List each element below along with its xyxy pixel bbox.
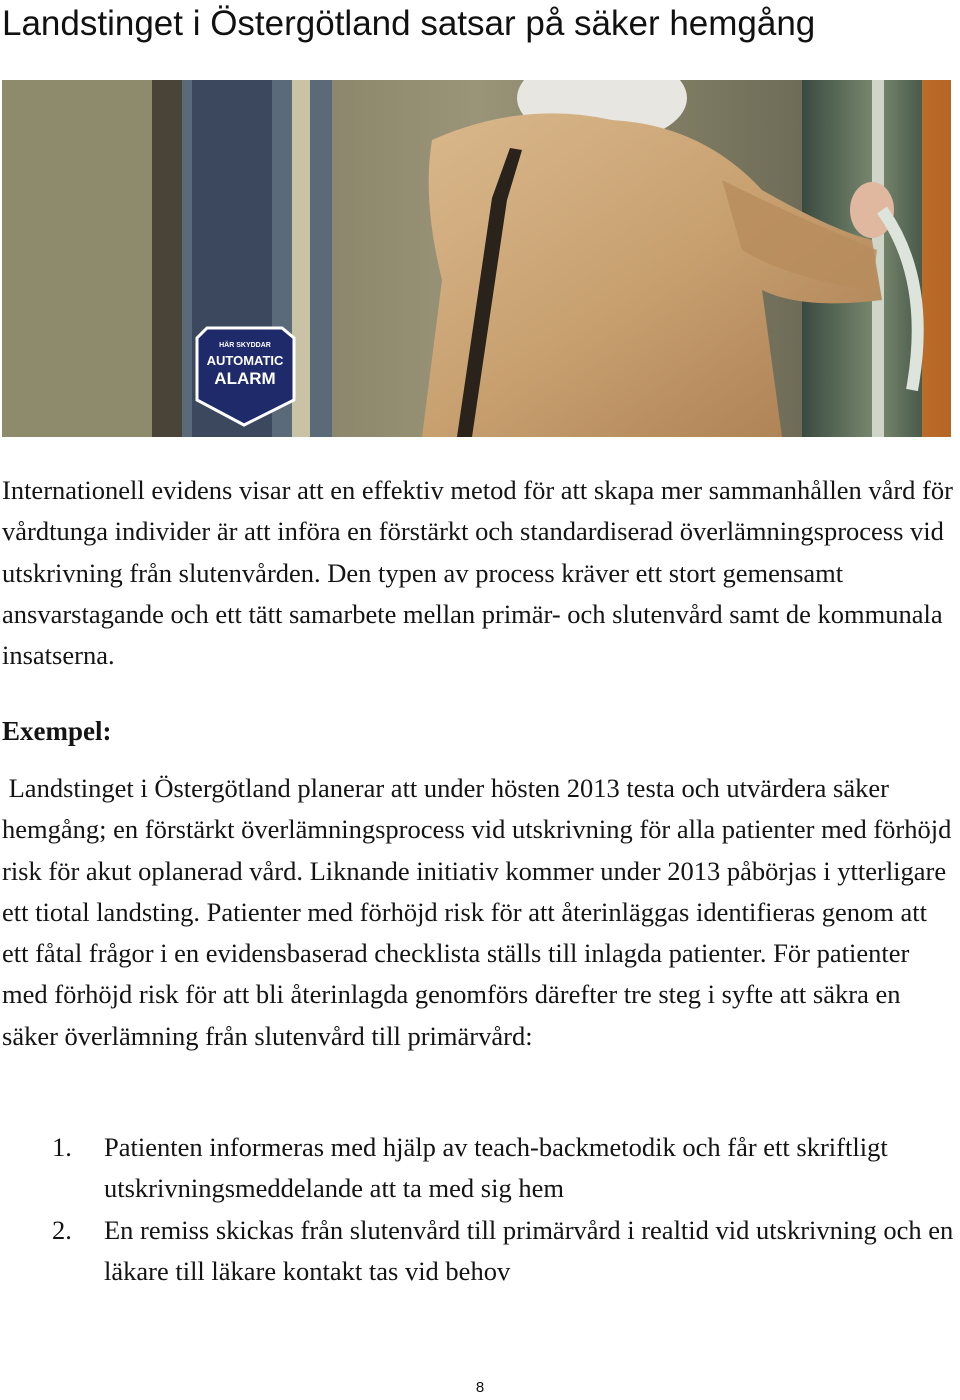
steps-list	[2, 1127, 958, 1292]
article-photo	[2, 80, 951, 437]
list-item	[2, 1210, 958, 1293]
intro-paragraph: Internationell evidens visar att en effektiv metod för att skapa mer sammanhållen vård för vårdtunga individer är att införa en förstärkt och standardiserad överlämningsprocess vid utskrivning från slutenvården. Den typen av process kräver ett stort gemensamt ansvarstagande och ett tätt samarbete mellan primär- och slutenvård samt de kommunala insatserna.	[2, 475, 953, 671]
page-number: 8	[475, 1379, 485, 1396]
photo-illustration	[2, 80, 951, 437]
list-item-text: Patienten informeras med hjälp av teach-backmetodik och får ett skriftligt utskrivningsmeddelande att ta med sig hem	[104, 1132, 888, 1204]
example-heading: Exempel:	[2, 716, 112, 746]
list-item-number: 1.	[52, 1132, 72, 1162]
alarm-sign-line3: ALARM	[214, 369, 276, 388]
list-item	[2, 1127, 958, 1210]
list-item-number: 2.	[52, 1214, 72, 1245]
alarm-sign-line2: AUTOMATIC	[206, 353, 284, 368]
list-item-text: En remiss skickas från slutenvård till primärvård i realtid vid utskrivning och en läkare till läkare kontakt tas vid behov	[104, 1214, 954, 1286]
page-title: Landstinget i Östergötland satsar på säker hemgång	[2, 4, 816, 43]
example-paragraph: Landstinget i Östergötland planerar att under hösten 2013 testa och utvärdera säker hemgång; en förstärkt överlämningsprocess vid utskrivning för alla patienter med förhöjd risk för akut oplanerad vård. Liknande initiativ kommer under 2013 påbörjas i ytterligare ett tiotal landsting. Patienter med förhöjd risk för att återinläggas identifieras genom att ett fåtal frågor i en evidensbaserad checklista ställs till inlagda patienter. För patienter med förhöjd risk för att bli återinlagda genomförs därefter tre steg i syfte att säkra en säker överlämning från slutenvård till primärvård:	[2, 773, 958, 1051]
alarm-sign-line1: HÄR SKYDDAR	[219, 342, 271, 349]
